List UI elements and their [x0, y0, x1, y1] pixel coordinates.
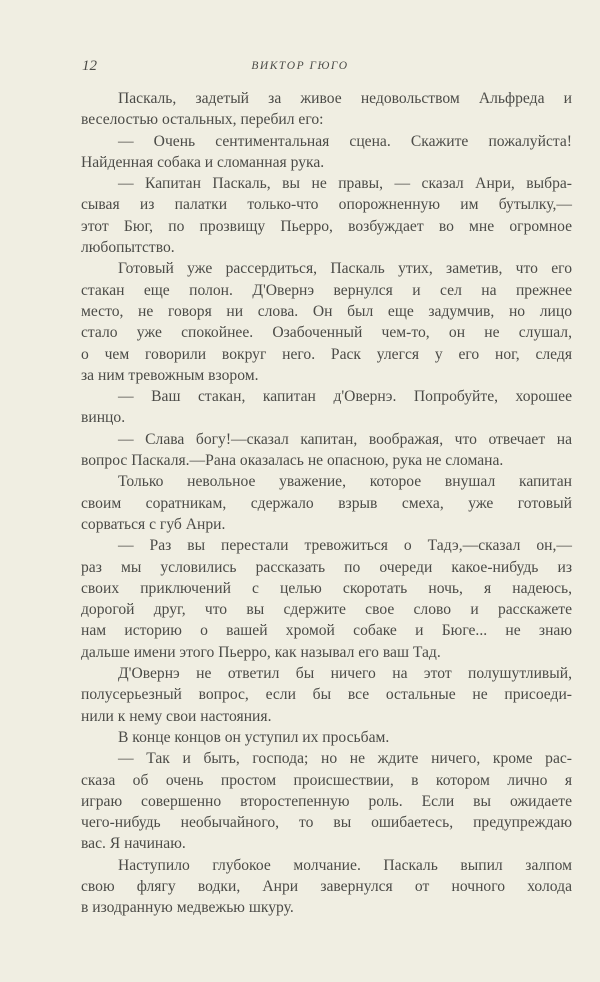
text-line: — Слава богу!—сказал капитан, воображая, что отвечает на — [118, 430, 572, 448]
text-line: Наступило глубокое молчание. Паскаль выпил залпом — [118, 856, 572, 874]
paragraph — [81, 855, 572, 919]
text-line: — Раз вы перестали тревожиться о Тадэ,—сказал он,— — [118, 537, 572, 555]
paragraph — [81, 663, 572, 727]
paragraph — [81, 88, 572, 131]
text-line: за ним тревожным взором. — [81, 366, 259, 384]
text-line: стакан еще полон. Д'Овернэ вернулся и сел на прежнее — [81, 281, 572, 299]
text-line: веселостью остальных, перебил его: — [81, 111, 324, 129]
body-text — [81, 88, 572, 919]
text-line: раз мы условились рассказать по очереди какое-нибудь из — [81, 558, 572, 576]
text-line: полусерьезный вопрос, если бы все остальные не присоеди- — [81, 686, 572, 704]
text-line: дорогой друг, что вы сдержите свое слово и расскажете — [81, 601, 572, 619]
paragraph — [81, 535, 572, 663]
running-head: ВИКТОР ГЮГО — [251, 60, 349, 72]
text-line: играю совершенно второстепенную роль. Если вы ожидаете — [81, 792, 572, 810]
text-line: в изодранную медвежью шкуру. — [81, 899, 294, 917]
paragraph — [81, 748, 572, 854]
text-line: сказа об очень простом происшествии, в котором лично я — [81, 771, 572, 789]
text-line: — Очень сентиментальная сцена. Скажите пожалуйста! — [118, 132, 572, 150]
paragraph — [81, 471, 572, 535]
paragraph — [81, 727, 572, 748]
paragraph — [81, 131, 572, 174]
paragraph — [81, 386, 572, 429]
text-line: Готовый уже рассердиться, Паскаль утих, заметив, что его — [118, 260, 572, 278]
text-line: Только невольное уважение, которое внушал капитан — [118, 473, 572, 491]
text-line: Паскаль, задетый за живое недовольством Альфреда и — [118, 90, 572, 107]
text-line: о чем говорили вокруг него. Раск улегся у его ног, следя — [81, 345, 572, 363]
text-line: вопрос Паскаля.—Рана оказалась не опасною, рука не сломана. — [81, 452, 504, 470]
text-line: дальше имени этого Пьерро, как называл его ваш Тад. — [81, 643, 441, 661]
paragraph — [81, 258, 572, 386]
text-line: винцо. — [81, 409, 126, 427]
text-line: Д'Овернэ не ответил бы ничего на этот полушутливый, — [118, 665, 572, 683]
text-line: этот Бюг, по прозвищу Пьерро, возбуждает во мне огромное — [81, 217, 572, 235]
paragraph — [81, 173, 572, 258]
paragraph — [81, 429, 572, 472]
text-line: чего-нибудь необычайного, то вы ошибаетесь, предупреждаю — [81, 814, 572, 832]
text-line: место, не говоря ни слова. Он был еще задумчив, но лицо — [81, 302, 572, 320]
text-line: — Капитан Паскаль, вы не правы, — сказал Анри, выбра- — [118, 175, 572, 193]
text-line: — Так и быть, господа; но не ждите ничего, кроме рас- — [118, 750, 572, 768]
text-line: свою флягу водки, Анри завернулся от ночного холода — [81, 877, 572, 895]
text-line: Найденная собака и сломанная рука. — [81, 153, 325, 171]
text-line: В конце концов он уступил их просьбам. — [118, 728, 390, 746]
text-line: вас. Я начинаю. — [81, 835, 186, 853]
text-line: нам историю о вашей хромой собаке и Бюге... не знаю — [81, 622, 572, 640]
text-line: сывая из палатки только-что опорожненную им бутылку,— — [81, 196, 572, 214]
page-number: 12 — [82, 58, 97, 74]
text-line: сорваться с губ Анри. — [81, 515, 226, 533]
text-line: любопытство. — [81, 239, 175, 257]
text-line: своих приключений с целью скоротать ночь, я надеюсь, — [81, 579, 572, 597]
text-line: — Ваш стакан, капитан д'Овернэ. Попробуйте, хорошее — [118, 388, 572, 406]
text-line: нили к нему свои настояния. — [81, 707, 272, 725]
text-line: стало уже спокойнее. Озабоченный чем-то, он не слушал, — [81, 324, 572, 342]
text-line: своим соратникам, сдержало взрыв смеха, уже готовый — [81, 494, 572, 512]
